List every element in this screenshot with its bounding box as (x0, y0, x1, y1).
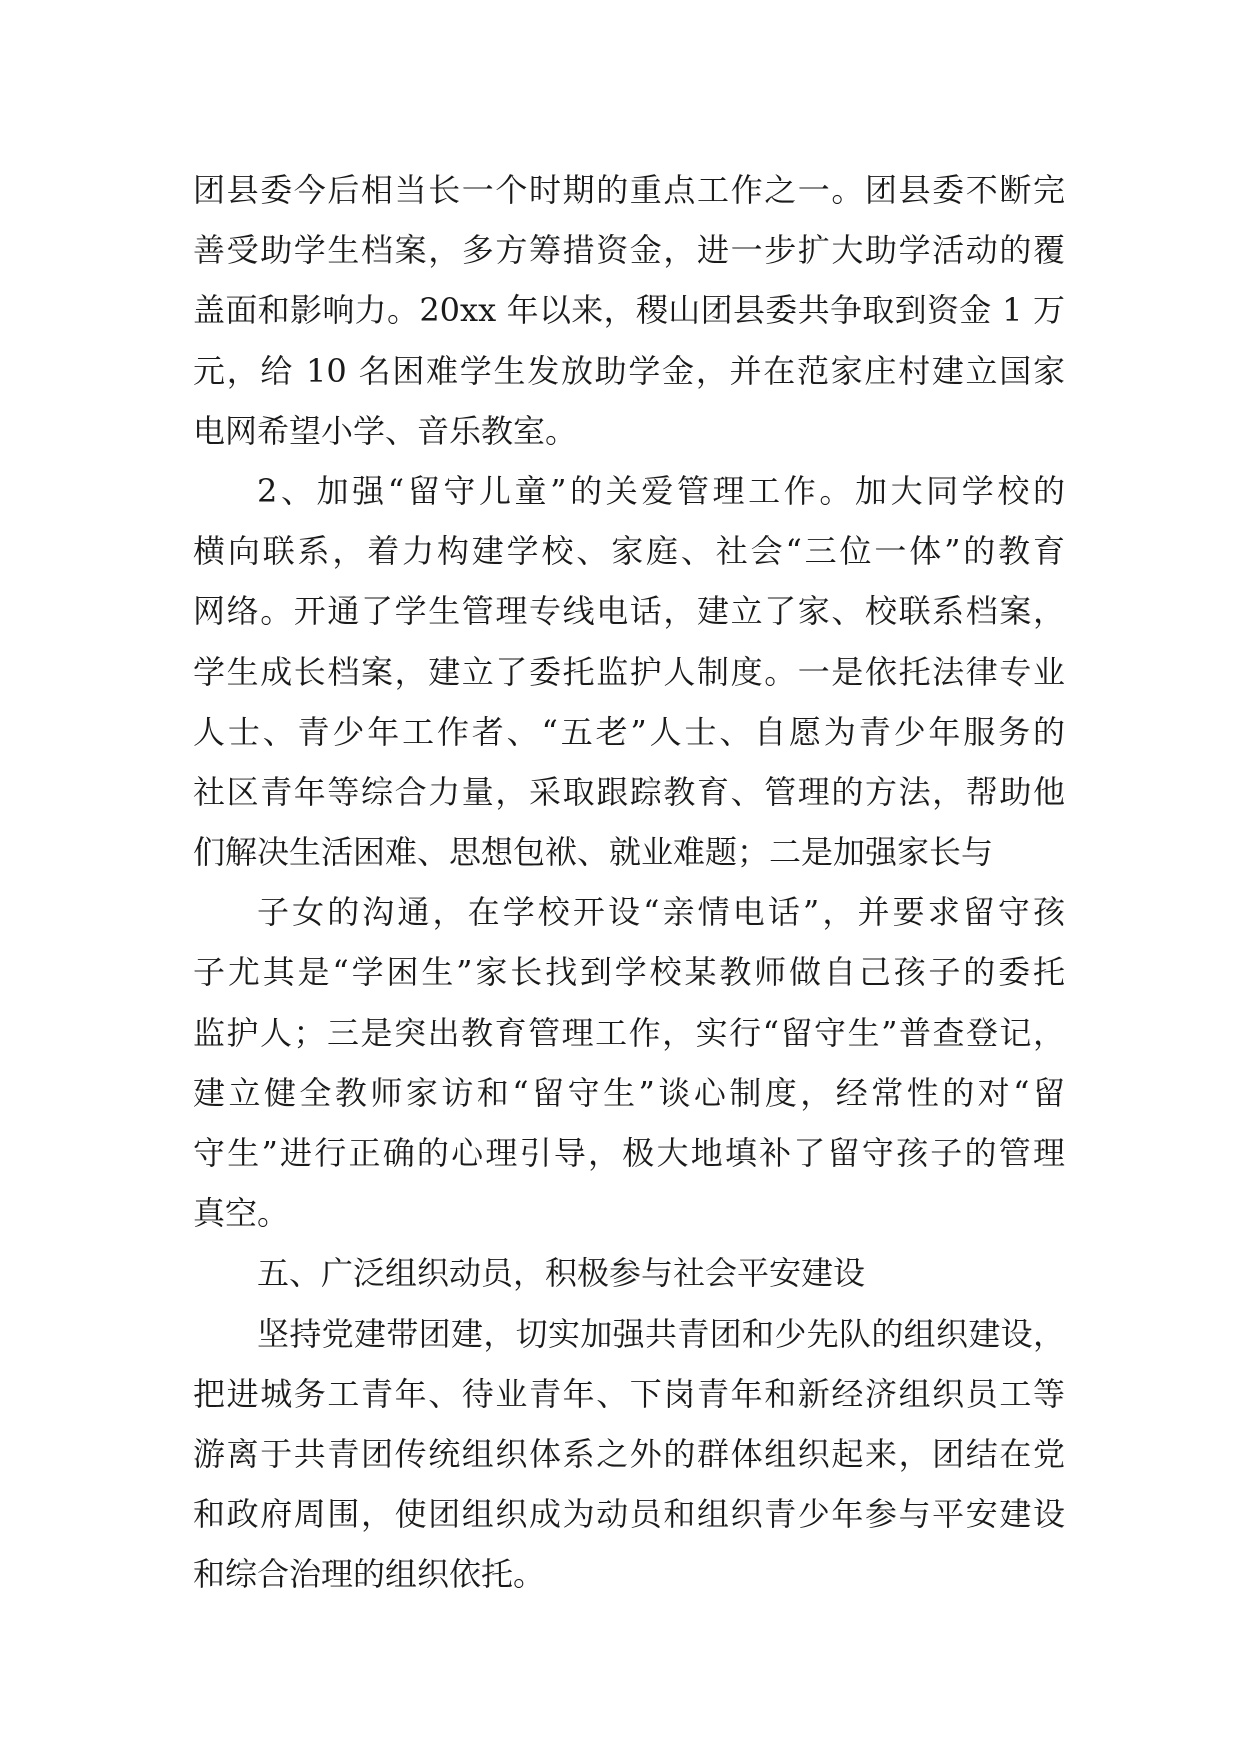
text-line: 真空。 (193, 1194, 290, 1233)
text-line: 盖面和影响力。20xx 年以来，稷山团县委共争取到资金 1 万 (193, 291, 1065, 330)
text-line: 和政府周围，使团组织成为动员和组织青少年参与平安建设 (193, 1495, 1065, 1534)
text-line: 电网希望小学、音乐教室。 (193, 411, 578, 450)
text-line: 子女的沟通，在学校开设“亲情电话”，并要求留守孩 (257, 893, 1065, 932)
text-line: 社区青年等综合力量，采取跟踪教育、管理的方法，帮助他 (193, 772, 1065, 811)
text-line: 们解决生活困难、思想包袱、就业难题；二是加强家长与 (193, 833, 994, 872)
text-line: 把进城务工青年、待业青年、下岗青年和新经济组织员工等 (193, 1374, 1065, 1413)
text-line: 团县委今后相当长一个时期的重点工作之一。团县委不断完 (193, 171, 1065, 209)
body-text (193, 160, 1065, 1605)
text-line: 建立健全教师家访和“留守生”谈心制度，经常性的对“留 (193, 1073, 1065, 1112)
text-line: 和综合治理的组织依托。 (193, 1555, 546, 1594)
text-line: 2、加强“留守儿童”的关爱管理工作。加大同学校的 (257, 471, 1065, 510)
text-line: 五、广泛组织动员，积极参与社会平安建设 (257, 1254, 866, 1293)
text-line: 人士、青少年工作者、“五老”人士、自愿为青少年服务的 (193, 712, 1065, 751)
text-line: 守生”进行正确的心理引导，极大地填补了留守孩子的管理 (193, 1134, 1065, 1172)
text-line: 善受助学生档案，多方筹措资金，进一步扩大助学活动的覆 (193, 231, 1065, 270)
text-line: 子尤其是“学困生”家长找到学校某教师做自己孩子的委托 (193, 953, 1065, 992)
text-line: 坚持党建带团建，切实加强共青团和少先队的组织建设， (257, 1314, 1065, 1353)
text-line: 元，给 10 名困难学生发放助学金，并在范家庄村建立国家 (193, 351, 1065, 390)
text-line: 学生成长档案，建立了委托监护人制度。一是依托法律专业 (193, 652, 1065, 691)
text-line: 游离于共青团传统组织体系之外的群体组织起来，团结在党 (193, 1434, 1065, 1473)
text-line: 横向联系，着力构建学校、家庭、社会“三位一体”的教育 (193, 532, 1065, 571)
text-line: 监护人；三是突出教育管理工作，实行“留守生”普查登记， (193, 1013, 1065, 1052)
text-line: 网络。开通了学生管理专线电话，建立了家、校联系档案， (193, 592, 1065, 631)
